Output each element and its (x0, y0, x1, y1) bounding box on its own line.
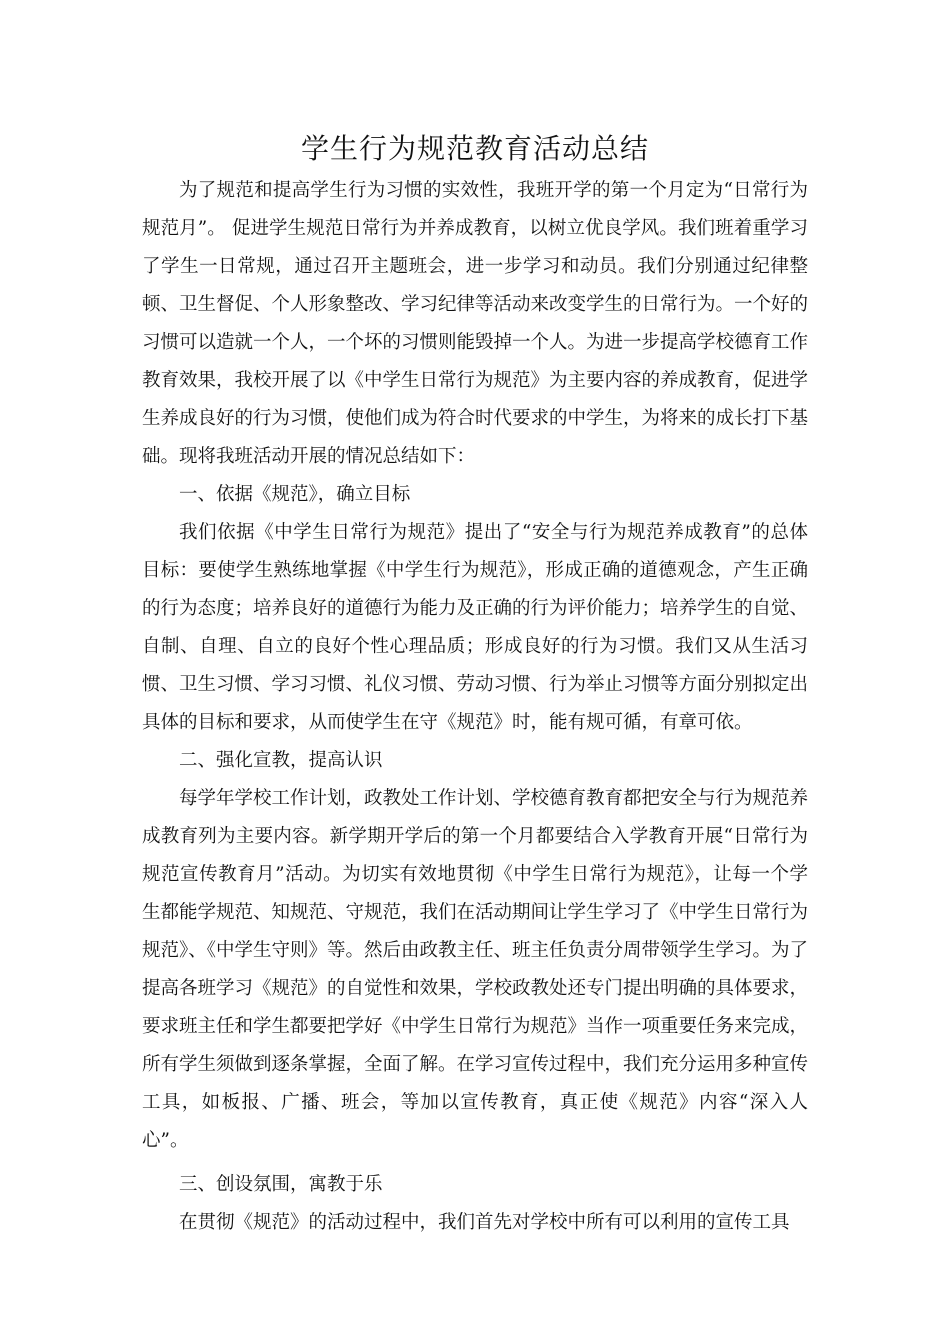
section-heading-1: 一、依据《规范》，确立目标 (179, 484, 411, 505)
section-heading-3: 三、创设氛围，寓教于乐 (179, 1174, 383, 1195)
section-body-1: 我们依据《中学生日常行为规范》提出了“安全与行为规范养成教育”的总体目标：要使学生熟练地掌握《中学生行为规范》，形成正确的道德观念，产生正确的行为态度；培养良好的道德行为能力及正确的行为评价能力；培养学生的自觉、自制、自理、自立的良好个性心理品质；形成良好的行为习惯。我们又从生活习惯、卫生习惯、学习习惯、礼仪习惯、劳动习惯、行为举止习惯等方面分别拟定出具体的目标和要求，从而使学生在守《规范》时，能有规可循，有章可依。 (142, 522, 809, 733)
section-body-2: 每学年学校工作计划，政教处工作计划、学校德育教育都把安全与行为规范养成教育列为主要内容。新学期开学后的第一个月都要结合入学教育开展“日常行为规范宣传教育月”活动。为切实有效地贯彻《中学生日常行为规范》，让每一个学生都能学规范、知规范、守规范，我们在活动期间让学生学习了《中学生日常行为规范》、《中学生守则》等。然后由政教主任、班主任负责分周带领学生学习。为了提高各班学习《规范》的自觉性和效果，学校政教处还专门提出明确的具体要求，要求班主任和学生都要把学好《中学生日常行为规范》当作一项重要任务来完成，所有学生须做到逐条掌握，全面了解。在学习宣传过程中，我们充分运用多种宣传工具，如板报、广播、班会，等加以宣传教育，真正使《规范》内容“深入人心”。 (142, 788, 809, 1151)
intro-paragraph: 为了规范和提高学生行为习惯的实效性，我班开学的第一个月定为“日常行为规范月”。 促进学生规范日常行为并养成教育，以树立优良学风。我们班着重学习了学生一日常规，通过召开主题班会，进一步学习和动员。我们分别通过纪律整顿、卫生督促、个人形象整改、学习纪律等活动来改变学生的日常行为。一个好的习惯可以造就一个人，一个坏的习惯则能毁掉一个人。为进一步提高学校德育工作教育效果，我校开展了以《中学生日常行为规范》为主要内容的养成教育，促进学生养成良好的行为习惯，使他们成为符合时代要求的中学生，为将来的成长打下基础。现将我班活动开展的情况总结如下： (142, 180, 809, 467)
document-title: 学生行为规范教育活动总结 (300, 132, 649, 165)
section-heading-2: 二、强化宣教，提高认识 (179, 750, 383, 771)
section-body-3: 在贯彻《规范》的活动过程中，我们首先对学校中所有可以利用的宣传工具 (179, 1212, 790, 1233)
document-page (142, 126, 808, 1242)
